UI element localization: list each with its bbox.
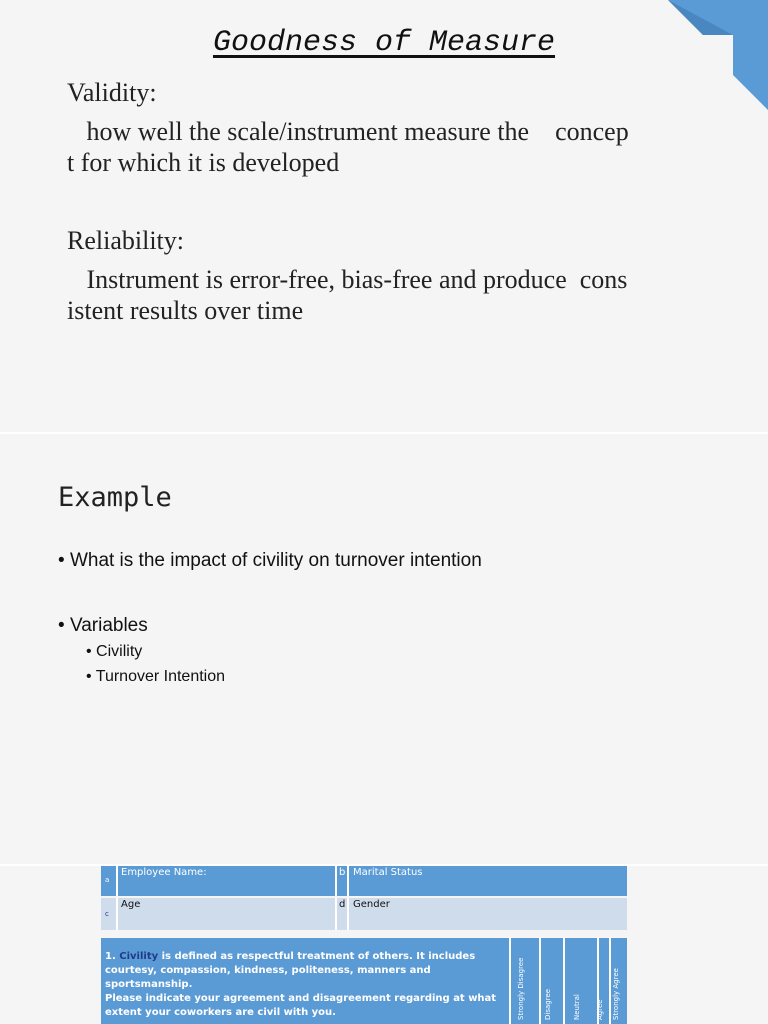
- bullet-item: • Variables: [58, 615, 148, 636]
- slide-goodness-of-measure: [0, 0, 768, 432]
- sub-bullet-item: • Turnover Intention: [86, 668, 226, 685]
- question-text: 1. Civility is defined as respectful treatment of others. It includes courtesy, compassion, kindness, politeness, manners and sportsmanship. Please indicate your agreement and disagreement regarding at what extent your coworkers are civil with you.: [105, 951, 497, 1018]
- row-marker: c: [105, 910, 109, 918]
- gender-label: Gender: [353, 899, 390, 910]
- row-marker: b: [339, 867, 346, 878]
- scale-header-neutral: Neutral: [563, 938, 597, 1024]
- sub-bullet-item: • Civility: [86, 643, 143, 660]
- form-row-1: [101, 866, 627, 896]
- form-row-2: [101, 898, 627, 930]
- reliability-heading: Reliability:: [67, 226, 184, 255]
- slide-example: [0, 434, 768, 864]
- row-marker: d: [339, 899, 346, 910]
- validity-heading: Validity:: [67, 78, 157, 107]
- validity-line-2: t for which it is developed: [67, 148, 340, 177]
- scale-header-strongly-agree: Strongly Agree: [609, 938, 629, 1024]
- slide-questionnaire: [0, 866, 768, 1024]
- highlight-term: Civility: [119, 951, 159, 962]
- reliability-line-2: istent results over time: [67, 296, 304, 325]
- bullet-item: • What is the impact of civility on turnover intention: [58, 550, 482, 571]
- slide-title: Example: [58, 482, 172, 513]
- scale-header-disagree: Disagree: [539, 938, 563, 1024]
- age-label: Age: [121, 899, 141, 910]
- scale-header-strongly-disagree: Strongly Disagree: [509, 938, 539, 1024]
- employee-name-label: Employee Name:: [121, 867, 207, 878]
- scale-header-agree: Agree: [597, 938, 609, 1024]
- validity-line-1: how well the scale/instrument measure the concep: [67, 117, 629, 146]
- reliability-line-1: Instrument is error-free, bias-free and produce cons: [67, 265, 628, 294]
- civility-question: [101, 938, 627, 1024]
- row-marker: a: [105, 876, 110, 884]
- slide-title: Goodness of Measure: [212, 26, 556, 60]
- marital-status-label: Marital Status: [353, 867, 423, 878]
